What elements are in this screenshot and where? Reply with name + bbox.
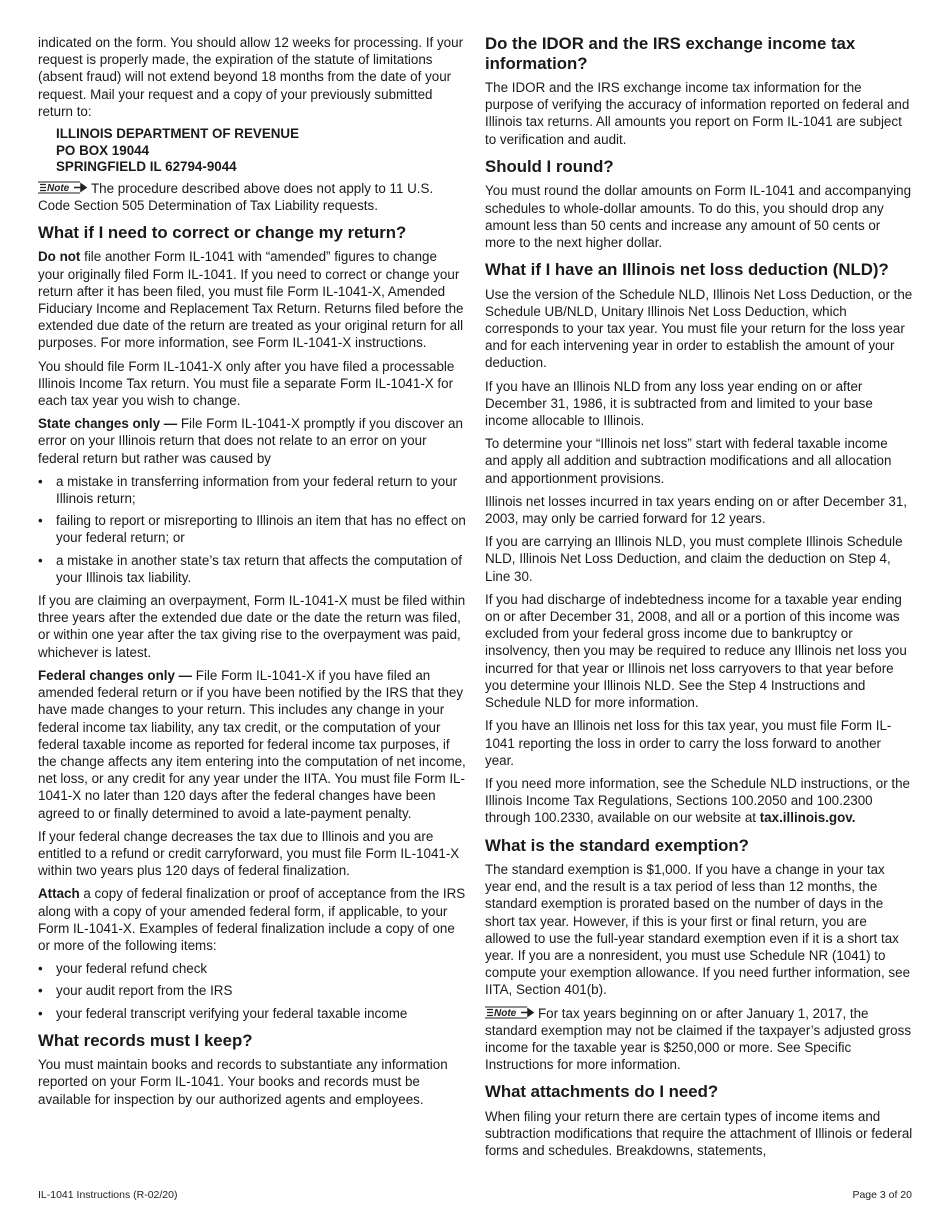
footer-form-id: IL-1041 Instructions (R-02/20) [38, 1189, 178, 1201]
list-item-text: your federal refund check [56, 961, 208, 977]
address-line: SPRINGFIELD IL 62794-9044 [56, 159, 237, 175]
address-line: PO BOX 19044 [56, 142, 150, 158]
paragraph-text: File Form IL-1041-X if you have filed an amended federal return or if you have been notified by the IRS that they have made changes to your return. This includes any change in your federal income tax liability, any tax credit, or the computation of your federal taxable income as reported for federal income tax purposes, if the change affects any item entering into the computation of net income, net loss, or any credit for any year under the IITA. You must file Form IL-1041-X no later than 120 days after the federal changes have been agreed to or finally determined to avoid a late-payment penalty. [38, 667, 466, 821]
note-text: For tax years beginning on or after January 1, 2017, the standard exemption may not be claimed if the taxpayer’s adjusted gross income for the taxable year is $250,000 or more. See Specific Instructions for more information. [485, 1005, 912, 1073]
round-paragraph: You must round the dollar amounts on Form IL-1041 and accompanying schedules to whole-dollar amounts. To do this, you should drop any amount less than 50 cents and increase any amount of 50 cents or more to the next higher dollar. [485, 183, 912, 250]
paragraph-text: File Form IL-1041-X promptly if you discover an error on your Illinois return that does not relate to an error on your federal return but rather was caused by [38, 416, 463, 466]
note-label: Note [494, 1007, 517, 1019]
federal-changes-paragraph [38, 667, 466, 822]
mailing-address [56, 126, 466, 176]
state-changes-paragraph [38, 415, 466, 467]
state-changes-list [38, 473, 466, 586]
exchange-paragraph: The IDOR and the IRS exchange income tax information for the purpose of verifying the accuracy of information reported on federal and Illinois tax returns. All amounts you report on Form IL-1041 are subject to verification and audit. [485, 80, 910, 147]
bullet-icon: • [38, 552, 43, 568]
bold-lead: Do not [38, 249, 81, 265]
nld-paragraph-1: Use the version of the Schedule NLD, Illinois Net Loss Deduction, or the Schedule UB/NLD, Unitary Illinois Net Loss Deduction, which corresponds to your tax year. You must file your return for the loss year and for each intervening year in order to establish the amount of your deduction. [485, 286, 913, 371]
correct-paragraph-1 [38, 248, 466, 351]
bold-lead: State changes only — [38, 416, 178, 432]
attach-list [38, 960, 466, 1022]
note-paragraph [38, 180, 466, 214]
note-label: Note [47, 182, 70, 194]
bullet-icon: • [38, 473, 43, 489]
correct-paragraph-2: You should file Form IL-1041-X only after you have filed a processable Illinois Income Tax return. You must file a separate Form IL-1041-X for each tax year you wish to change. [38, 358, 455, 409]
heading-round: Should I round? [485, 156, 614, 176]
left-column [38, 34, 466, 1114]
list-item [38, 1005, 466, 1022]
website-link[interactable]: tax.illinois.gov. [759, 810, 856, 826]
list-item [38, 512, 466, 546]
intro-paragraph: indicated on the form. You should allow 12 weeks for processing. If your request is properly made, the expiration of the statute of limitations (absent fraud) will not extend beyond 18 months from the date of your request. Mail your request and a copy of your previously submitted return to: [38, 35, 464, 119]
nld-paragraph-5: If you are carrying an Illinois NLD, you must complete Illinois Schedule NLD, Illinois Net Loss Deduction, and claim the deduction on Step 4, Line 30. [485, 534, 903, 584]
address-line: ILLINOIS DEPARTMENT OF REVENUE [56, 126, 300, 142]
list-item [38, 982, 466, 999]
bold-lead: Attach [38, 886, 80, 902]
paragraph-text: If you need more information, see the Schedule NLD instructions, or the Illinois Income Tax Regulations, Sections 100.2050 and 100.2300 through 100.2330, available on our website at [485, 775, 911, 826]
bullet-icon: • [38, 961, 43, 977]
paragraph-text: file another Form IL-1041 with “amended” figures to change your originally filed Form IL-1041. If you need to correct or change your return after it has been filed, you must file Form IL-1041-X, Amended Fiduciary Income and Replacement Tax Return. Returns filed before the extended due date of the return are treated as your original return for all purposes. For more information, see Form IL-1041-X instructions. [38, 249, 464, 351]
footer-page-number: Page 3 of 20 [852, 1189, 912, 1201]
list-item-text: your federal transcript verifying your federal taxable income [56, 1005, 408, 1021]
note-paragraph [485, 1005, 913, 1074]
heading-exchange: Do the IDOR and the IRS exchange income tax information? [485, 34, 856, 73]
records-paragraph: You must maintain books and records to substantiate any information reported on your Form IL-1041. Your books and records must be available for inspection by our authorized agents and employees. [38, 1057, 448, 1107]
heading-nld: What if I have an Illinois net loss deduction (NLD)? [485, 260, 889, 280]
note-icon [38, 181, 88, 194]
list-item-text: a mistake in another state’s tax return that affects the computation of your Illinois tax liability. [56, 552, 462, 585]
note-text: The procedure described above does not apply to 11 U.S. Code Section 505 Determination of Tax Liability requests. [38, 180, 434, 213]
list-item [38, 473, 466, 507]
nld-paragraph-6: If you had discharge of indebtedness income for a taxable year ending on or after December 31, 2008, and all or a portion of this income was excluded from your federal gross income due to bankruptcy or insolvency, then you may be required to reduce any Illinois net loss you incurred for that year or Illinois net loss carryovers to that year before you determine your Illinois NLD. See the Step 4 Instructions and Schedule NLD for more information. [485, 591, 907, 711]
list-item-text: your audit report from the IRS [56, 983, 233, 999]
list-item-text: failing to report or misreporting to Illinois an item that has no effect on your federal return; or [56, 513, 466, 546]
paragraph-text: a copy of federal finalization or proof of acceptance from the IRS along with a copy of your amended federal form, if applicable, to your Form IL-1041-X. Examples of federal finalization include a copy of one or more of the following items: [38, 886, 466, 953]
note-icon [485, 1006, 535, 1019]
right-column [485, 34, 913, 1166]
bullet-icon: • [38, 513, 43, 529]
attach-paragraph [38, 885, 466, 954]
bullet-icon: • [38, 1005, 43, 1021]
list-item-text: a mistake in transferring information from your federal return to your Illinois return; [56, 473, 458, 507]
decrease-paragraph: If your federal change decreases the tax due to Illinois and you are entitled to a refund or credit carryforward, you must file Form IL-1041-X within two years plus 120 days of federal finalization. [38, 828, 460, 879]
bold-lead: Federal changes only — [38, 667, 193, 683]
exemption-paragraph: The standard exemption is $1,000. If you have a change in your tax year end, and the result is a tax period of less than 12 months, the standard exemption is prorated based on the number of days in the short tax year. However, if this is your first or final return, you are allowed to use the full-year standard exemption even if it is a short tax year. If you are a nonresident, you must use Schedule NR (1041) to compute your exemption allowance. If you need further information, see IITA, Section 401(b). [485, 862, 911, 998]
nld-paragraph-4: Illinois net losses incurred in tax years ending on or after December 31, 2003, may only be carried forward for 12 years. [485, 493, 908, 527]
heading-exemption: What is the standard exemption? [485, 835, 749, 855]
bullet-icon: • [38, 983, 43, 999]
nld-paragraph-2: If you have an Illinois NLD from any loss year ending on or after December 31, 1986, it is subtracted from and limited to your base income allocable to Illinois. [485, 378, 873, 429]
heading-attachments: What attachments do I need? [485, 1082, 719, 1102]
list-item [38, 960, 466, 977]
nld-paragraph-8 [485, 775, 913, 827]
nld-paragraph-3: To determine your “Illinois net loss” start with federal taxable income and apply all addition and subtraction modifications and all allocation and apportionment provisions. [485, 436, 892, 486]
list-item [38, 552, 466, 586]
heading-correct-return: What if I need to correct or change my return? [38, 222, 407, 242]
nld-paragraph-7: If you have an Illinois net loss for this tax year, you must file Form IL-1041 reporting the loss in order to carry the loss forward to another year. [485, 718, 892, 768]
overpayment-paragraph: If you are claiming an overpayment, Form IL-1041-X must be filed within three years after the extended due date or the date the return was filed, or within one year after the tax giving rise to the overpayment was paid, whichever is latest. [38, 593, 466, 660]
attachments-paragraph: When filing your return there are certain types of income items and subtraction modifications that require the attachment of Illinois or federal forms and schedules. Breakdowns, statements, [485, 1108, 913, 1159]
heading-records: What records must I keep? [38, 1030, 253, 1050]
